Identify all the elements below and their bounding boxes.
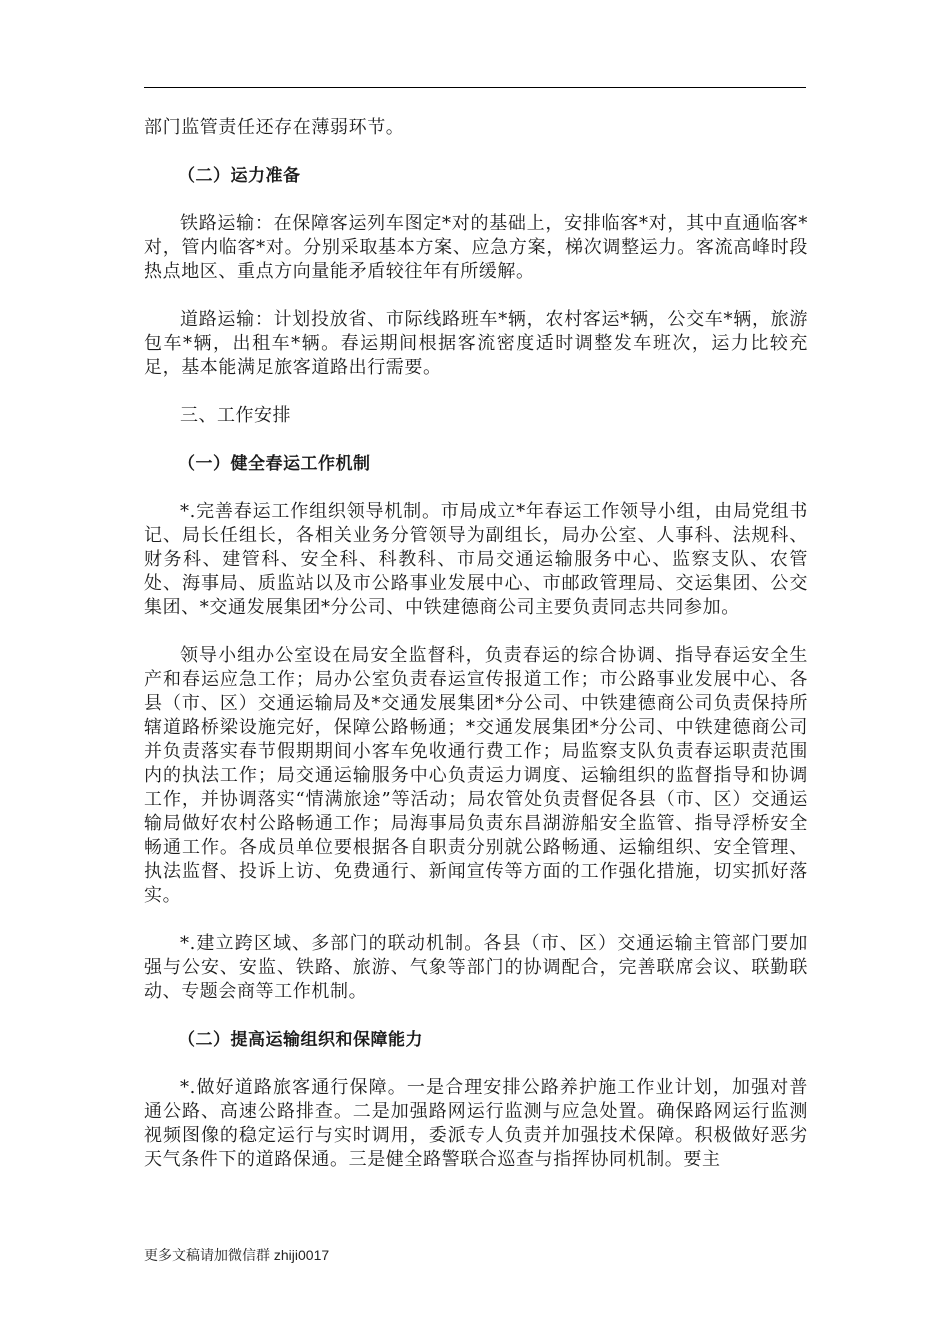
paragraph: 铁路运输：在保障客运列车图定*对的基础上，安排临客*对，其中直通临客*对，管内临客*对。分别采取基本方案、应急方案，梯次调整运力。客流高峰时段热点地区、重点方向量能矛盾较往年有所缓解。 [144, 213, 808, 282]
paragraph: 领导小组办公室设在局安全监督科，负责春运的综合协调、指导春运安全生产和春运应急工作；局办公室负责春运宣传报道工作；市公路事业发展中心、各县（市、区）交通运输局及*交通发展集团*分公司、中铁建德商公司负责保持所辖道路桥梁设施完好，保障公路畅通；*交通发展集团*分公司、中铁建德商公司并负责落实春节假期期间小客车免收通行费工作；局监察支队负责春运职责范围内的执法工作；局交通运输服务中心负责运力调度、运输组织的监督指导和协调工作，并协调落实“情满旅途”等活动；局农管处负责督促各县（市、区）交通运输局做好农村公路畅通工作；局海事局负责东昌湖游船安全监管、指导浮桥安全畅通工作。各成员单位要根据各自职责分别就公路畅通、运输组织、安全管理、执法监督、投诉上访、免费通行、新闻宣传等方面的工作强化措施，切实抓好落实。 [144, 645, 808, 906]
section-heading: （二）提高运输组织和保障能力 [178, 1030, 423, 1050]
section-heading: （一）健全春运工作机制 [178, 454, 371, 474]
header-rule [144, 87, 806, 88]
paragraph: *.完善春运工作组织领导机制。市局成立*年春运工作领导小组，由局党组书记、局长任组长，各相关业务分管领导为副组长，局办公室、人事科、法规科、财务科、建管科、安全科、科教科、市局交通运输服务中心、监察支队、农管处、海事局、质监站以及市公路事业发展中心、市邮政管理局、交运集团、公交集团、*交通发展集团*分公司、中铁建德商公司主要负责同志共同参加。 [144, 501, 808, 618]
paragraph: 道路运输：计划投放省、市际线路班车*辆，农村客运*辆，公交车*辆，旅游包车*辆，出租车*辆。春运期间根据客流密度适时调整发车班次，运力比较充足，基本能满足旅客道路出行需要。 [144, 309, 808, 378]
document-body [144, 116, 808, 1196]
section-heading: （二）运力准备 [178, 166, 301, 186]
footer-note: 更多文稿请加微信群 zhiji0017 [144, 1247, 330, 1263]
chapter-heading: 三、工作安排 [180, 405, 291, 426]
paragraph: *.建立跨区域、多部门的联动机制。各县（市、区）交通运输主管部门要加强与公安、安监、铁路、旅游、气象等部门的协调配合，完善联席会议、联勤联动、专题会商等工作机制。 [144, 933, 808, 1002]
paragraph: *.做好道路旅客通行保障。一是合理安排公路养护施工作业计划，加强对普通公路、高速公路排查。二是加强路网运行监测与应急处置。确保路网运行监测视频图像的稳定运行与实时调用，委派专人负责并加强技术保障。积极做好恶劣天气条件下的道路保通。三是健全路警联合巡查与指挥协同机制。要主 [144, 1077, 808, 1170]
paragraph: 部门监管责任还存在薄弱环节。 [144, 117, 405, 138]
